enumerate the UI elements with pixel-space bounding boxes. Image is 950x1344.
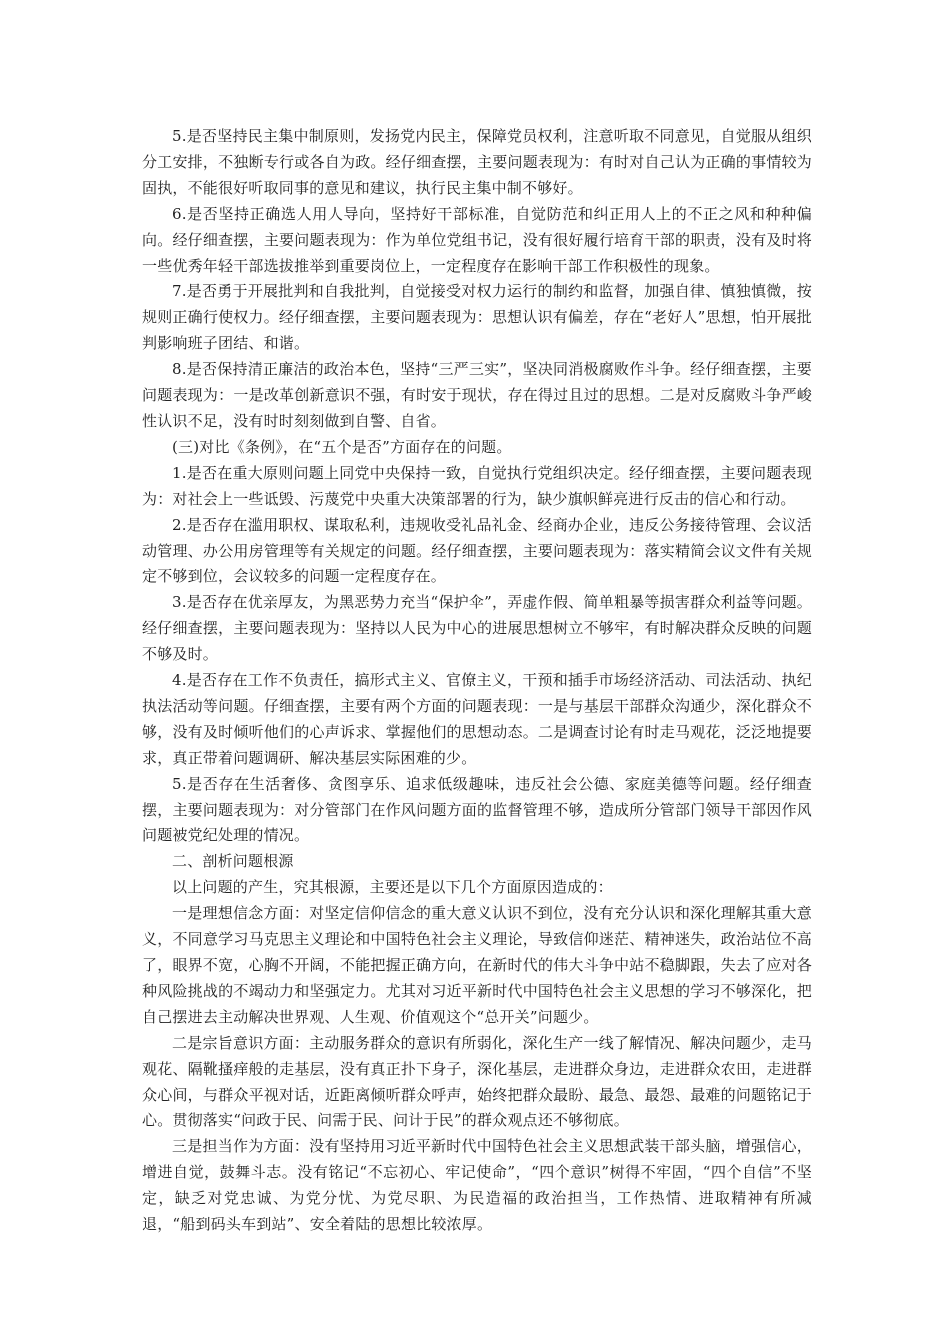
paragraph-item-5-democratic-centralism: 5.是否坚持民主集中制原则，发扬党内民主，保障党员权利，注意听取不同意见，自觉服从组织分工安排，不独断专行或各自为政。经仔细查摆，主要问题表现为：有时对自己认为正确的事情较为固执，不能很好听取同事的意见和建议，执行民主集中制不够好。: [142, 127, 812, 197]
paragraph-regulation-2: 2.是否存在滥用职权、谋取私利，违规收受礼品礼金、经商办企业，违反公务接待管理、会议活动管理、办公用房管理等有关规定的问题。经仔细查摆，主要问题表现为：落实精简会议文件有关规定不够到位，会议较多的问题一定程度存在。: [142, 515, 812, 586]
paragraph-item-6-personnel-selection: 6.是否坚持正确选人用人导向，坚持好干部标准，自觉防范和纠正用人上的不正之风和种种偏向。经仔细查摆，主要问题表现为：作为单位党组书记，没有很好履行培育干部的职责，没有及时将一些优秀年轻干部选拔推举到重要岗位上，一定程度存在影响干部工作积极性的现象。: [142, 204, 812, 275]
paragraph-cause-responsibility: 三是担当作为方面：没有坚持用习近平新时代中国特色社会主义思想武装干部头脑，增强信心，增进自觉，鼓舞斗志。没有铭记“不忘初心、牢记使命”，“四个意识”树得不牢固，“四个自信”不坚定，缺乏对党忠诚、为党分忧、为党尽职、为民造福的政治担当，工作热情、进取精神有所减退，“船到码头车到站”、安全着陆的思想比较浓厚。: [142, 1137, 812, 1234]
paragraph-cause-purpose: 二是宗旨意识方面：主动服务群众的意识有所弱化，深化生产一线了解情况、解决问题少，走马观花、隔靴搔痒般的走基层，没有真正扑下身子，深化基层，走进群众身边，走进群众农田，走进群众心间，与群众平视对话，近距离倾听群众呼声，始终把群众最盼、最急、最怨、最难的问题铭记于心。贯彻落实“问政于民、问需于民、问计于民”的群众观点还不够彻底。: [142, 1033, 812, 1130]
paragraph-item-8-integrity: 8.是否保持清正廉洁的政治本色，坚持“三严三实”，坚决同消极腐败作斗争。经仔细查摆，主要问题表现为：一是改革创新意识不强，有时安于现状，存在得过且过的思想。二是对反腐败斗争严峻性认识不足，没有时时刻刻做到自警、自省。: [142, 360, 812, 430]
paragraph-causes-intro: 以上问题的产生，究其根源，主要还是以下几个方面原因造成的：: [172, 878, 613, 897]
paragraph-item-7-criticism: 7.是否勇于开展批判和自我批判，自觉接受对权力运行的制约和监督，加强自律、慎独慎微，按规则正确行使权力。经仔细查摆，主要问题表现为：思想认识有偏差，存在“老好人”思想，怕开展批判影响班子团结、和谐。: [142, 282, 812, 353]
paragraph-regulation-4: 4.是否存在工作不负责任，搞形式主义、官僚主义，干预和插手市场经济活动、司法活动、执纪执法活动等问题。仔细查摆，主要有两个方面的问题表现：一是与基层干部群众沟通少，深化群众不够，没有及时倾听他们的心声诉求、掌握他们的思想动态。二是调查讨论有时走马观花，泛泛地提要求，真正带着问题调研、解决基层实际困难的少。: [142, 671, 812, 767]
paragraph-regulation-5: 5.是否存在生活奢侈、贪图享乐、追求低级趣味，违反社会公德、家庭美德等问题。经仔细查摆，主要问题表现为：对分管部门在作风问题方面的监督管理不够，造成所分管部门领导干部因作风问题被党纪处理的情况。: [142, 774, 812, 845]
paragraph-regulation-3: 3.是否存在优亲厚友，为黑恶势力充当“保护伞”，弄虚作假、简单粗暴等损害群众利益等问题。经仔细查摆，主要问题表现为：坚持以人民为中心的进展思想树立不够牢，有时解决群众反映的问题不够及时。: [142, 593, 812, 664]
section-heading-regulations: (三)对比《条例》，在“五个是否”方面存在的问题。: [172, 437, 512, 456]
paragraph-regulation-1: 1.是否在重大原则问题上同党中央保持一致，自觉执行党组织决定。经仔细查摆，主要问题表现为：对社会上一些诋毁、污蔑党中央重大决策部署的行为，缺少旗帜鲜亮进行反击的信心和行动。: [142, 463, 812, 508]
paragraph-cause-ideals: 一是理想信念方面：对坚定信仰信念的重大意义认识不到位，没有充分认识和深化理解其重大意义，不同意学习马克思主义理论和中国特色社会主义理论，导致信仰迷茫、精神迷失，政治站位不高了，眼界不宽，心胸不开阔，不能把握正确方向，在新时代的伟大斗争中站不稳脚跟，失去了应对各种风险挑战的不竭动力和坚强定力。尤其对习近平新时代中国特色社会主义思想的学习不够深化，把自己摆进去主动解决世界观、人生观、价值观这个“总开关”问题少。: [142, 904, 812, 1026]
section-heading-root-causes: 二、剖析问题根源: [172, 852, 294, 871]
